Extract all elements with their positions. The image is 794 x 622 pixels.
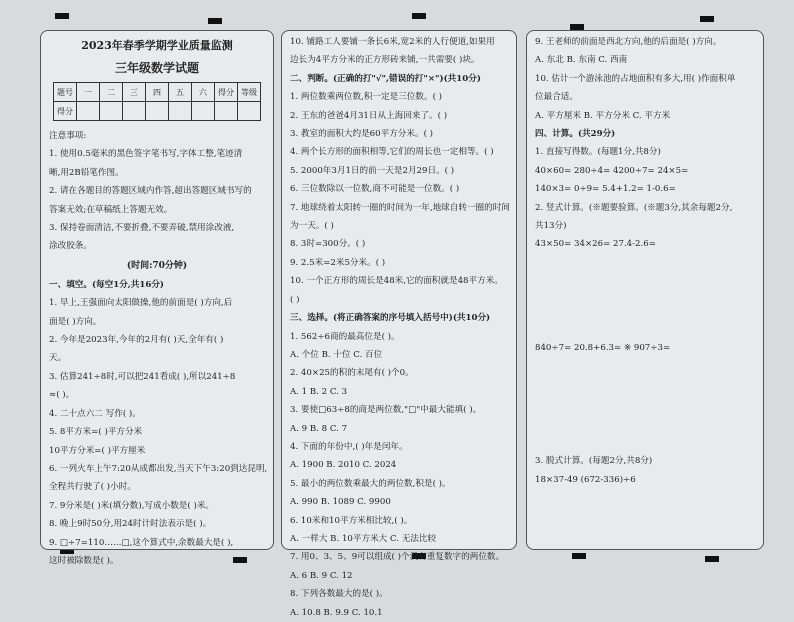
question-line: 9. □÷7=110……□,这个算式中,余数最大是( ), bbox=[49, 537, 234, 548]
note-line: 晰,用2B铅笔作图。 bbox=[49, 167, 124, 178]
question-line: 位最合适。 bbox=[535, 92, 578, 103]
question-line: 天。 bbox=[49, 353, 67, 364]
vertical-calc-row-2: 840÷7= 20.8+6.3= ※ 907÷3= bbox=[535, 342, 671, 353]
score-table-header: 六 bbox=[192, 83, 215, 102]
question-line: 43×50= 34×26= 27.4-2.6= bbox=[535, 239, 656, 250]
question-line: A. 6 B. 9 C. 12 bbox=[290, 570, 353, 581]
question-line: 2. 竖式计算。(※题要验算。(※题3分,其余每题2分, bbox=[535, 202, 733, 213]
question-line: 共13分) bbox=[535, 221, 567, 232]
question-line: 10. 一个正方形的周长是48米,它的面积就是48平方米。 bbox=[290, 276, 503, 287]
question-line: 6. 10米和10平方米相比较,( )。 bbox=[290, 515, 413, 526]
question-line: 2. 王东的爸爸4月31日从上海回来了。( ) bbox=[290, 110, 448, 121]
question-line: 1. 两位数乘两位数,积一定是三位数。( ) bbox=[290, 92, 443, 103]
question-line: ( ) bbox=[290, 294, 300, 305]
question-line: 6. 三位数除以一位数,商不可能是一位数。( ) bbox=[290, 184, 460, 195]
question-line: 4. 两个长方形的面积相等,它们的周长也一定相等。( ) bbox=[290, 147, 494, 158]
exam-column-1 bbox=[40, 30, 274, 566]
score-table bbox=[53, 82, 261, 121]
question-line: 四、计算。(共29分) bbox=[535, 129, 616, 140]
question-line: 10. 铺路工人要铺一条长6米,宽2米的人行便道,如果用 bbox=[290, 37, 495, 47]
calculation-section bbox=[527, 31, 763, 254]
question-line: 40×60= 280÷4= 4200÷7= 24×5= bbox=[535, 165, 689, 176]
score-cell[interactable] bbox=[77, 102, 100, 121]
question-line: A. 10.8 B. 9.9 C. 10.1 bbox=[290, 607, 383, 618]
question-line: A. 平方厘米 B. 平方分米 C. 平方米 bbox=[535, 110, 671, 121]
score-cell[interactable] bbox=[146, 102, 169, 121]
question-line: A. 990 B. 1089 C. 9900 bbox=[290, 497, 391, 508]
question-line: 5. 8平方米=( )平方分米 bbox=[49, 427, 143, 438]
score-table-header: 五 bbox=[169, 83, 192, 102]
question-line: 3. 要使□63÷8的商是两位数,"□"中最大能填( )。 bbox=[290, 405, 482, 416]
question-line: 4. 二十点六二 写作( )。 bbox=[49, 408, 141, 419]
note-line: 2. 请在各题目的答题区域内作答,超出答题区域书写的 bbox=[49, 186, 252, 197]
question-line: 1. 562÷6商的最高位是( )。 bbox=[290, 331, 400, 342]
question-line: 1. 直接写得数。(每题1分,共8分) bbox=[535, 147, 661, 158]
note-line: 答案无效;在草稿纸上答题无效。 bbox=[49, 204, 173, 215]
exam-column-2 bbox=[281, 30, 517, 618]
question-line: 这时被除数是( )。 bbox=[49, 555, 119, 566]
score-cell[interactable] bbox=[100, 102, 123, 121]
score-table-header: 三 bbox=[123, 83, 146, 102]
score-table-header: 等级 bbox=[238, 83, 261, 102]
registration-mark bbox=[208, 18, 222, 24]
score-cell[interactable] bbox=[192, 102, 215, 121]
question-line: 9. 王老师的前面是西北方向,他的后面是( )方向。 bbox=[535, 37, 722, 47]
note-line: 3. 保持卷面清洁,不要折叠,不要弄破,禁用涂改液, bbox=[49, 223, 235, 234]
question-line: 8. 下列各数最大的是( )。 bbox=[290, 589, 388, 600]
question-line: 7. 9分米是( )米(填分数),写成小数是( )米。 bbox=[49, 500, 215, 511]
score-table-header: 题号 bbox=[54, 83, 77, 102]
question-line: 9. 2.5米=2米5分米。( ) bbox=[290, 257, 386, 268]
score-row-label: 得分 bbox=[54, 102, 77, 121]
stepwise-calc-section bbox=[527, 452, 763, 489]
question-line: 140×3= 0÷9= 5.4+1.2= 1-0.6= bbox=[535, 184, 676, 195]
question-line: 2. 今年是2023年,今年的2月有( )天,全年有( ) bbox=[49, 335, 224, 346]
notes-section bbox=[41, 127, 273, 256]
time-limit: (时间:70分钟) bbox=[126, 260, 188, 271]
question-line: A. 个位 B. 十位 C. 百位 bbox=[290, 349, 383, 360]
score-cell[interactable] bbox=[215, 102, 238, 121]
score-cell[interactable] bbox=[123, 102, 146, 121]
question-line: 4. 下面的年份中,( )年是闰年。 bbox=[290, 441, 408, 452]
question-line: A. 1900 B. 2010 C. 2024 bbox=[290, 460, 397, 471]
question-line: 5. 2000年3月1日的前一天是2月29日。( ) bbox=[290, 165, 455, 176]
question-line: 一、填空。(每空1分,共16分) bbox=[49, 279, 165, 290]
question-line: 8. 3时=300分。( ) bbox=[290, 239, 366, 250]
note-line: 注意事项: bbox=[49, 131, 87, 141]
exam-subtitle: 三年级数学试题 bbox=[114, 61, 199, 75]
question-line: 3. 估算241÷8时,可以把241看成( ),所以241÷8 bbox=[49, 371, 236, 382]
question-line: 面是( )方向。 bbox=[49, 316, 102, 327]
note-line: 涂改胶条。 bbox=[49, 241, 92, 252]
question-line: 全程共行驶了( )小时。 bbox=[49, 482, 136, 493]
question-line: 边长为4平方分米的正方形砖来铺,一共需要( )块。 bbox=[290, 55, 480, 66]
question-line: 8. 晚上9时50分,用24时计时法表示是( )。 bbox=[49, 519, 212, 530]
question-line: A. 9 B. 8 C. 7 bbox=[290, 423, 348, 434]
question-line: 三、选择。(将正确答案的序号填入括号中)(共10分) bbox=[290, 313, 491, 324]
question-line: 10. 估计一个游泳池的占地面积有多大,用( )作面积单 bbox=[535, 73, 736, 84]
question-line: 10平方分米=( )平方厘米 bbox=[49, 445, 146, 456]
question-line: 5. 最小的两位数乘最大的两位数,积是( )。 bbox=[290, 478, 451, 489]
question-line: 6. 一列火车上午7:20从成都出发,当天下午3:20到达昆明, bbox=[49, 463, 268, 474]
question-line: 7. 地球绕着太阳转一圈的时间为一年,地球自转一圈的时间 bbox=[290, 202, 510, 213]
score-table-header: 得分 bbox=[215, 83, 238, 102]
question-line: A. 东北 B. 东南 C. 西南 bbox=[535, 55, 628, 66]
question-line: 18×37-49 (672-336)÷6 bbox=[535, 474, 636, 485]
registration-mark bbox=[705, 556, 719, 562]
judge-choice-section bbox=[282, 31, 516, 622]
score-cell[interactable] bbox=[169, 102, 192, 121]
registration-mark bbox=[412, 13, 426, 19]
question-line: A. 一样大 B. 10平方米大 C. 无法比较 bbox=[290, 533, 437, 544]
fill-blank-section bbox=[41, 276, 273, 571]
score-table-header: 四 bbox=[146, 83, 169, 102]
question-line: 为一天。( ) bbox=[290, 221, 334, 232]
question-line: 3. 教室的面积大约是60平方分米。( ) bbox=[290, 129, 434, 140]
score-table-header: 二 bbox=[100, 83, 123, 102]
registration-mark bbox=[700, 16, 714, 22]
score-cell[interactable] bbox=[238, 102, 261, 121]
question-line: 7. 用0、3、5、9可以组成( )个没有重复数字的两位数。 bbox=[290, 552, 505, 563]
registration-mark bbox=[55, 13, 69, 19]
registration-mark bbox=[572, 553, 586, 559]
score-table-header: 一 bbox=[77, 83, 100, 102]
question-line: A. 1 B. 2 C. 3 bbox=[290, 386, 348, 397]
question-line: 1. 早上,王强面向太阳做操,他的前面是( )方向,后 bbox=[49, 298, 233, 309]
question-line: ≈( )。 bbox=[49, 390, 75, 401]
note-line: 1. 使用0.5毫米的黑色签字笔书写,字体工整,笔迹清 bbox=[49, 149, 243, 160]
exam-column-3 bbox=[526, 30, 764, 550]
exam-title: 2023年春季学期学业质量监测 bbox=[81, 39, 233, 52]
question-line: 二、判断。(正确的打"√",错误的打"×")(共10分) bbox=[290, 73, 481, 84]
question-line: 2. 40×25的积的末尾有( )个0。 bbox=[290, 368, 414, 379]
question-line: 3. 脱式计算。(每题2分,共8分) bbox=[535, 456, 653, 467]
